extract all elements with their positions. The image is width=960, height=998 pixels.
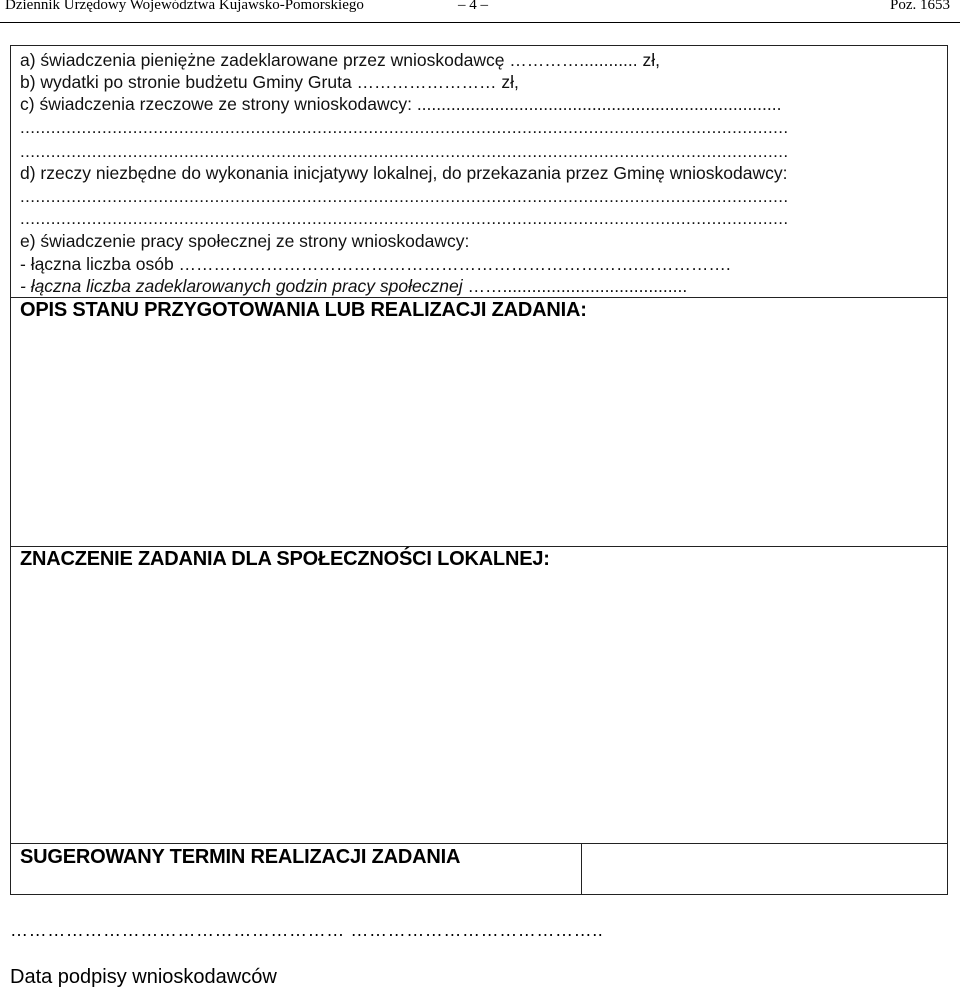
page-number: – 4 – xyxy=(458,0,488,13)
line-e-social-work: e) świadczenie pracy społecznej ze strony wnioskodawcy: xyxy=(20,231,470,251)
line-e1-total-persons: - łączna liczba osób …………………………………………………………………….……………. xyxy=(20,254,731,274)
dotted-fill-line: ...................................................................................................................................................... xyxy=(20,187,789,206)
termin-cell-divider xyxy=(581,843,582,894)
total-hours-dots: ……...................................... xyxy=(467,276,688,296)
line-d-items-needed: d) rzeczy niezbędne do wykonania inicjatywy lokalnej, do przekazania przez Gminę wnioskodawcy: xyxy=(20,163,788,183)
line-e2-total-hours xyxy=(20,276,687,296)
section-divider xyxy=(11,843,947,844)
line-b-budget-expenses: b) wydatki po stronie budżetu Gminy Gruta …………………… zł, xyxy=(20,72,519,92)
section-title-znaczenie: ZNACZENIE ZADANIA DLA SPOŁECZNOŚCI LOKALNEJ: xyxy=(20,548,550,570)
dotted-fill-line: ...................................................................................................................................................... xyxy=(20,209,789,228)
dotted-fill-line: ...................................................................................................................................................... xyxy=(20,118,789,137)
position-number: Poz. 1653 xyxy=(890,0,950,13)
page-header xyxy=(0,0,960,23)
dotted-fill-line: ...................................................................................................................................................... xyxy=(20,142,789,161)
total-hours-label: - łączna liczba zadeklarowanych godzin pracy społecznej xyxy=(20,276,463,296)
application-form xyxy=(10,45,948,895)
section-title-opis: OPIS STANU PRZYGOTOWANIA LUB REALIZACJI ZADANIA: xyxy=(20,299,587,321)
signature-label: Data podpisy wnioskodawców xyxy=(10,966,277,988)
journal-title: Dziennik Urzędowy Województwa Kujawsko-Pomorskiego xyxy=(5,0,364,13)
line-c-material-benefits: c) świadczenia rzeczowe ze strony wnioskodawcy: ........................................................................... xyxy=(20,94,782,114)
line-a-cash-benefits: a) świadczenia pieniężne zadeklarowane przez wnioskodawcę …………............ zł, xyxy=(20,50,661,70)
section-title-termin: SUGEROWANY TERMIN REALIZACJI ZADANIA xyxy=(20,846,461,868)
signature-dotted-line: ……………………………………………… ………………………………….. xyxy=(10,920,604,940)
